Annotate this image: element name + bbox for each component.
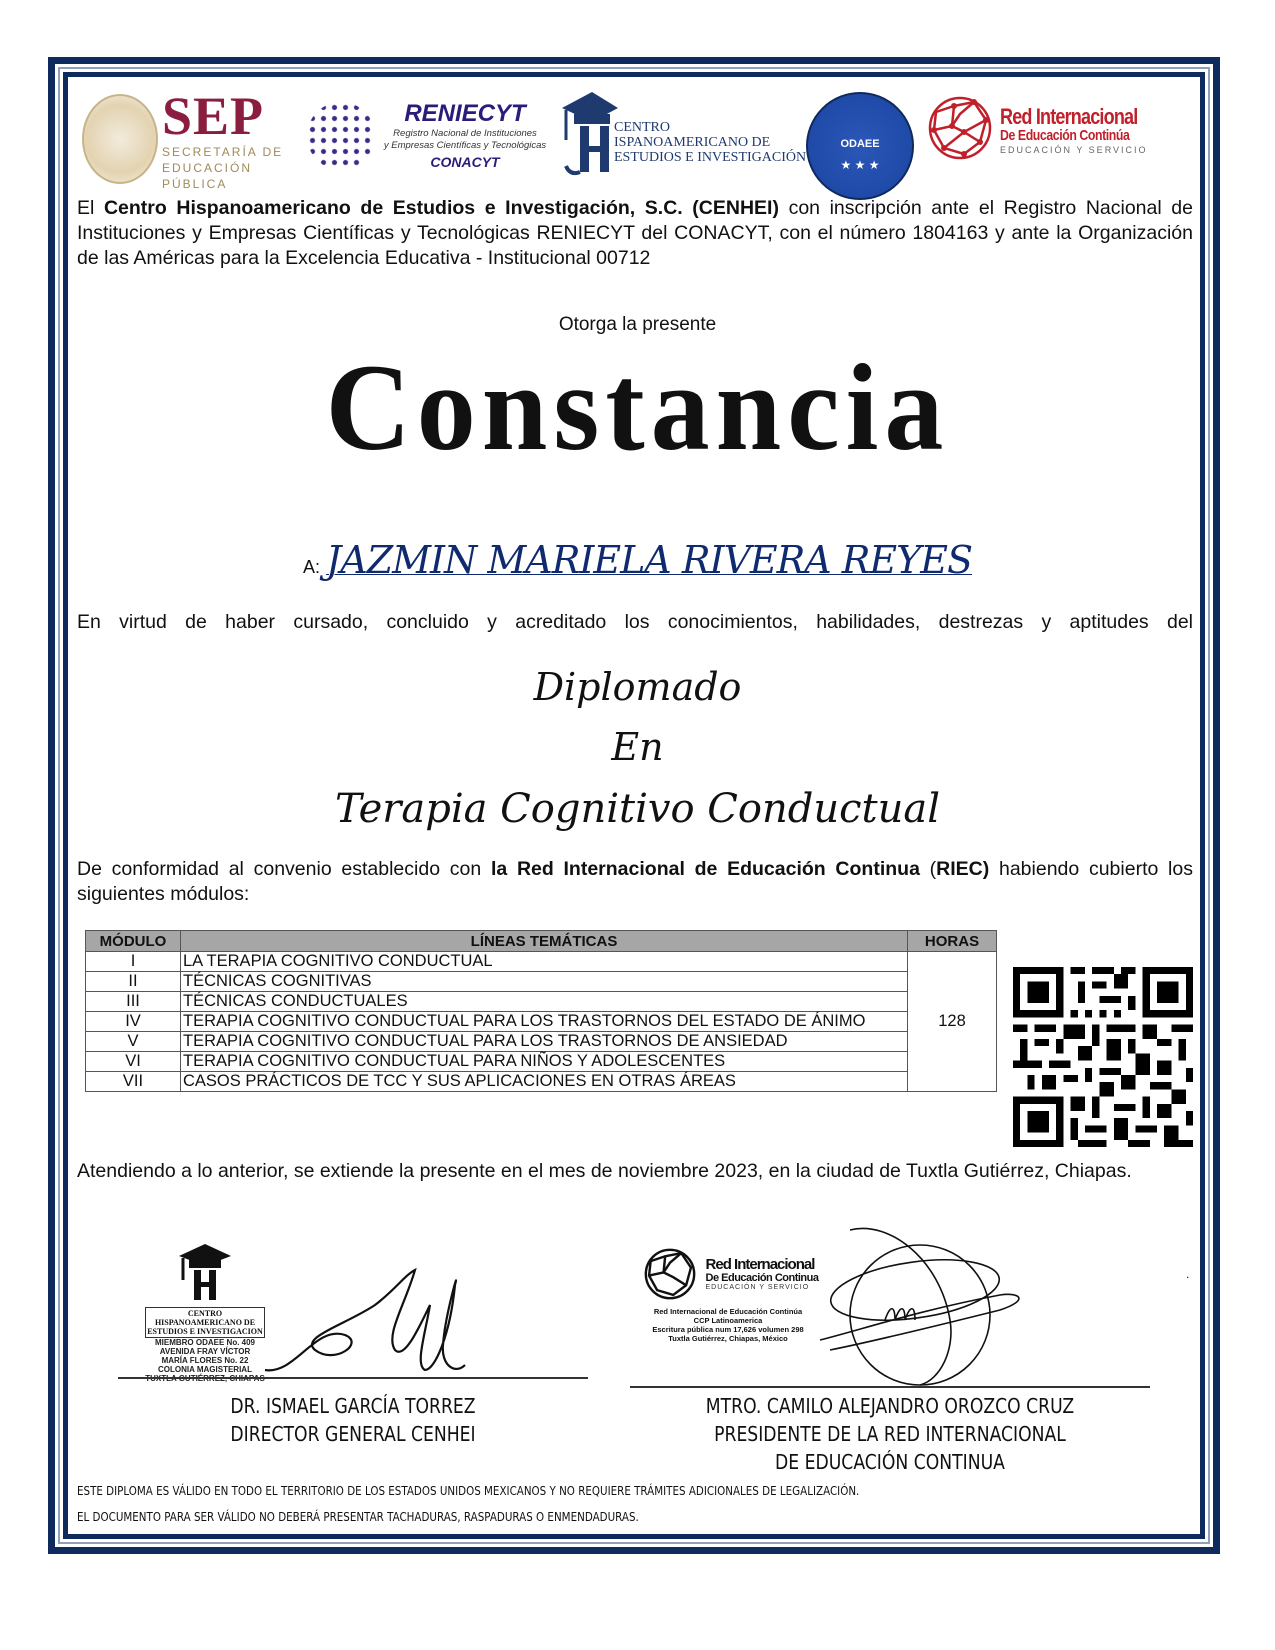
red-stamp-info-line: Escritura pública num 17,626 volumen 298: [652, 1325, 804, 1334]
course-name: Terapia Cognitivo Conductual: [335, 786, 940, 832]
module-number: VI: [86, 1052, 181, 1072]
intro-paragraph: [77, 196, 1193, 271]
table-row: [86, 972, 997, 992]
conformidad-paragraph: [77, 857, 1193, 907]
intro-institution: Centro Hispanoamericano de Estudios e Investigación, S.C. (CENHEI): [103, 197, 779, 219]
stamp-line: MIEMBRO ODAEE No. 409: [154, 1338, 255, 1347]
red-line-2: De Educación Continúa: [1000, 127, 1130, 144]
modules-table: [85, 930, 997, 1092]
red-stamp-info-line: Red Internacional de Educación Continúa: [653, 1307, 803, 1316]
qr-code-icon[interactable]: [1013, 967, 1193, 1147]
module-number: I: [86, 952, 181, 972]
red-stamp-line-2: De Educación Continua: [705, 1272, 819, 1284]
module-number: VII: [86, 1072, 181, 1092]
red-stamp: [628, 1245, 828, 1343]
red-stamp-line-1: Red Internacional: [705, 1256, 815, 1273]
signer-right-role-2: DE EDUCACIÓN CONTINUA: [775, 1450, 1005, 1474]
conformidad-rest: habiendo cubierto los siguientes módulos:: [77, 858, 1193, 905]
course-type: Diplomado: [533, 665, 742, 709]
conformidad-prefix: De conformidad al convenio establecido con: [77, 858, 491, 880]
reniecyt-dots-icon: [307, 102, 375, 170]
reniecyt-subtitle-2: y Empresas Científicas y Tecnológicas: [383, 140, 547, 151]
cenhei-stamp: [145, 1240, 265, 1383]
table-row: [86, 992, 997, 1012]
stamp-line: AVENIDA FRAY VÍCTOR: [159, 1347, 251, 1356]
signer-right: [666, 1392, 1113, 1476]
stamp-line: COLONIA MAGISTERIAL: [158, 1365, 252, 1374]
atendiendo-paragraph: Atendiendo a lo anterior, se extiende la presente en el mes de noviembre 2023, en la ciudad de Tuxtla Gutiérrez, Chiapas.: [77, 1160, 1132, 1182]
recipient: [0, 538, 1275, 582]
otorga-text: Otorga la presente: [558, 314, 717, 335]
network-sphere-icon: [638, 1245, 702, 1303]
odaee-stars-icon: ★ ★ ★: [840, 158, 880, 172]
red-internacional-logo: [1000, 106, 1168, 156]
cenhei-line-3: ESTUDIOS E INVESTIGACIÓN: [614, 150, 807, 165]
stray-dot: .: [1186, 1267, 1190, 1281]
module-number: II: [86, 972, 181, 992]
total-hours: 128: [908, 952, 997, 1092]
module-topic: CASOS PRÁCTICOS DE TCC Y SUS APLICACIONES EN OTRAS ÁREAS: [181, 1072, 908, 1092]
reniecyt-title: RENIECYT: [404, 100, 526, 127]
signer-right-name: MTRO. CAMILO ALEJANDRO OROZCO CRUZ: [705, 1394, 1075, 1418]
module-topic: TERAPIA COGNITIVO CONDUCTUAL PARA LOS TRASTORNOS DEL ESTADO DE ÁNIMO: [181, 1012, 908, 1032]
module-topic: TÉCNICAS CONDUCTUALES: [181, 992, 908, 1012]
graduation-cap-h-icon: [560, 88, 620, 178]
recipient-prefix: A:: [303, 557, 321, 577]
reniecyt-logo: [375, 100, 555, 190]
table-row: [86, 1012, 997, 1032]
cenhei-line-1: CENTRO: [614, 120, 670, 135]
graduation-cap-h-icon: [175, 1240, 235, 1302]
intro-prefix: El: [77, 197, 104, 219]
red-line-3: EDUCACIÓN Y SERVICIO: [1000, 145, 1148, 155]
reniecyt-subtitle-1: Registro Nacional de Instituciones: [393, 128, 537, 139]
stamp-box: [145, 1307, 265, 1338]
module-topic: TÉCNICAS COGNITIVAS: [181, 972, 908, 992]
signer-left: [151, 1392, 555, 1448]
table-row: [86, 1052, 997, 1072]
reniecyt-org: CONACYT: [430, 154, 500, 170]
table-row: [86, 952, 997, 972]
cenhei-logo-text: [614, 120, 806, 165]
signer-right-role: PRESIDENTE DE LA RED INTERNACIONAL: [714, 1422, 1066, 1446]
intro-rest: con inscripción ante el Registro Nacional de Instituciones y Empresas Científicas y Tecnológicas RENIECYT del CONACYT, con el número 1804163 y ante la Organización de las Américas para la Excelencia Educativa - Institucional 00712: [77, 197, 1193, 269]
red-stamp-info-line: CCP Latinoamerica: [693, 1316, 763, 1325]
table-row: [86, 1072, 997, 1092]
footer-validity: ESTE DIPLOMA ES VÁLIDO EN TODO EL TERRITORIO DE LOS ESTADOS UNIDOS MEXICANOS Y NO REQUIERE TRÁMITES ADICIONALES DE LEGALIZACIÓN.: [77, 1484, 860, 1498]
conformidad-acronym: RIEC): [936, 858, 990, 880]
signature-president: [800, 1220, 1040, 1390]
table-header-row: [86, 931, 997, 952]
header-lineas: LÍNEAS TEMÁTICAS: [181, 931, 908, 952]
stamp-box-line-1: CENTRO HISPANOAMERICANO DE: [154, 1309, 256, 1327]
mexico-coat-of-arms-icon: [82, 94, 158, 184]
document-title: Constancia: [325, 338, 950, 477]
sep-subtitle-2: EDUCACIÓN PÚBLICA: [162, 161, 253, 191]
logos-row: [82, 86, 1192, 191]
odaee-label: ODAEE: [840, 138, 880, 150]
red-stamp-info: [628, 1307, 828, 1343]
module-number: IV: [86, 1012, 181, 1032]
module-number: V: [86, 1032, 181, 1052]
header-modulo: MÓDULO: [86, 931, 181, 952]
sep-title: SEP: [162, 86, 265, 146]
sep-logo: [162, 86, 312, 191]
table-row: [86, 1032, 997, 1052]
red-line-1: Red Internacional: [1000, 104, 1138, 129]
network-sphere-icon: [924, 92, 996, 164]
stamp-box-line-2: ESTUDIOS E INVESTIGACION: [147, 1327, 263, 1336]
sep-subtitle-1: SECRETARÍA DE: [162, 145, 284, 159]
module-number: III: [86, 992, 181, 1012]
module-topic: TERAPIA COGNITIVO CONDUCTUAL PARA NIÑOS Y ADOLESCENTES: [181, 1052, 908, 1072]
cenhei-line-2: ISPANOAMERICANO DE: [614, 135, 771, 150]
module-topic: LA TERAPIA COGNITIVO CONDUCTUAL: [181, 952, 908, 972]
conformidad-mid: (: [919, 858, 937, 880]
course-connector: En: [611, 725, 664, 769]
recipient-name: JAZMIN MARIELA RIVERA REYES: [326, 538, 972, 582]
odaee-seal: [806, 92, 914, 200]
stamp-line: TUXTLA GUTIÉRREZ, CHIAPAS: [145, 1374, 265, 1383]
stamp-line: MARÍA FLORES No. 22: [161, 1356, 249, 1365]
signer-left-role: DIRECTOR GENERAL CENHEI: [230, 1422, 476, 1446]
module-topic: TERAPIA COGNITIVO CONDUCTUAL PARA LOS TRASTORNOS DE ANSIEDAD: [181, 1032, 908, 1052]
signature-line-left: [118, 1377, 588, 1379]
virtud-paragraph: En virtud de haber cursado, concluido y acreditado los conocimientos, habilidades, destrezas y aptitudes del: [77, 611, 1193, 633]
signature-line-right: [630, 1386, 1150, 1388]
signer-left-name: DR. ISMAEL GARCÍA TORREZ: [230, 1394, 476, 1418]
signature-director: [255, 1265, 475, 1380]
red-stamp-line-3: EDUCACIÓN Y SERVICIO: [705, 1284, 810, 1291]
conformidad-network: la Red Internacional de Educación Continua: [490, 858, 920, 880]
header-horas: HORAS: [908, 931, 997, 952]
red-stamp-info-line: Tuxtla Gutiérrez, Chiapas, México: [668, 1334, 788, 1343]
footer-integrity: EL DOCUMENTO PARA SER VÁLIDO NO DEBERÁ PRESENTAR TACHADURAS, RASPADURAS O ENMENDADURAS.: [77, 1510, 639, 1524]
